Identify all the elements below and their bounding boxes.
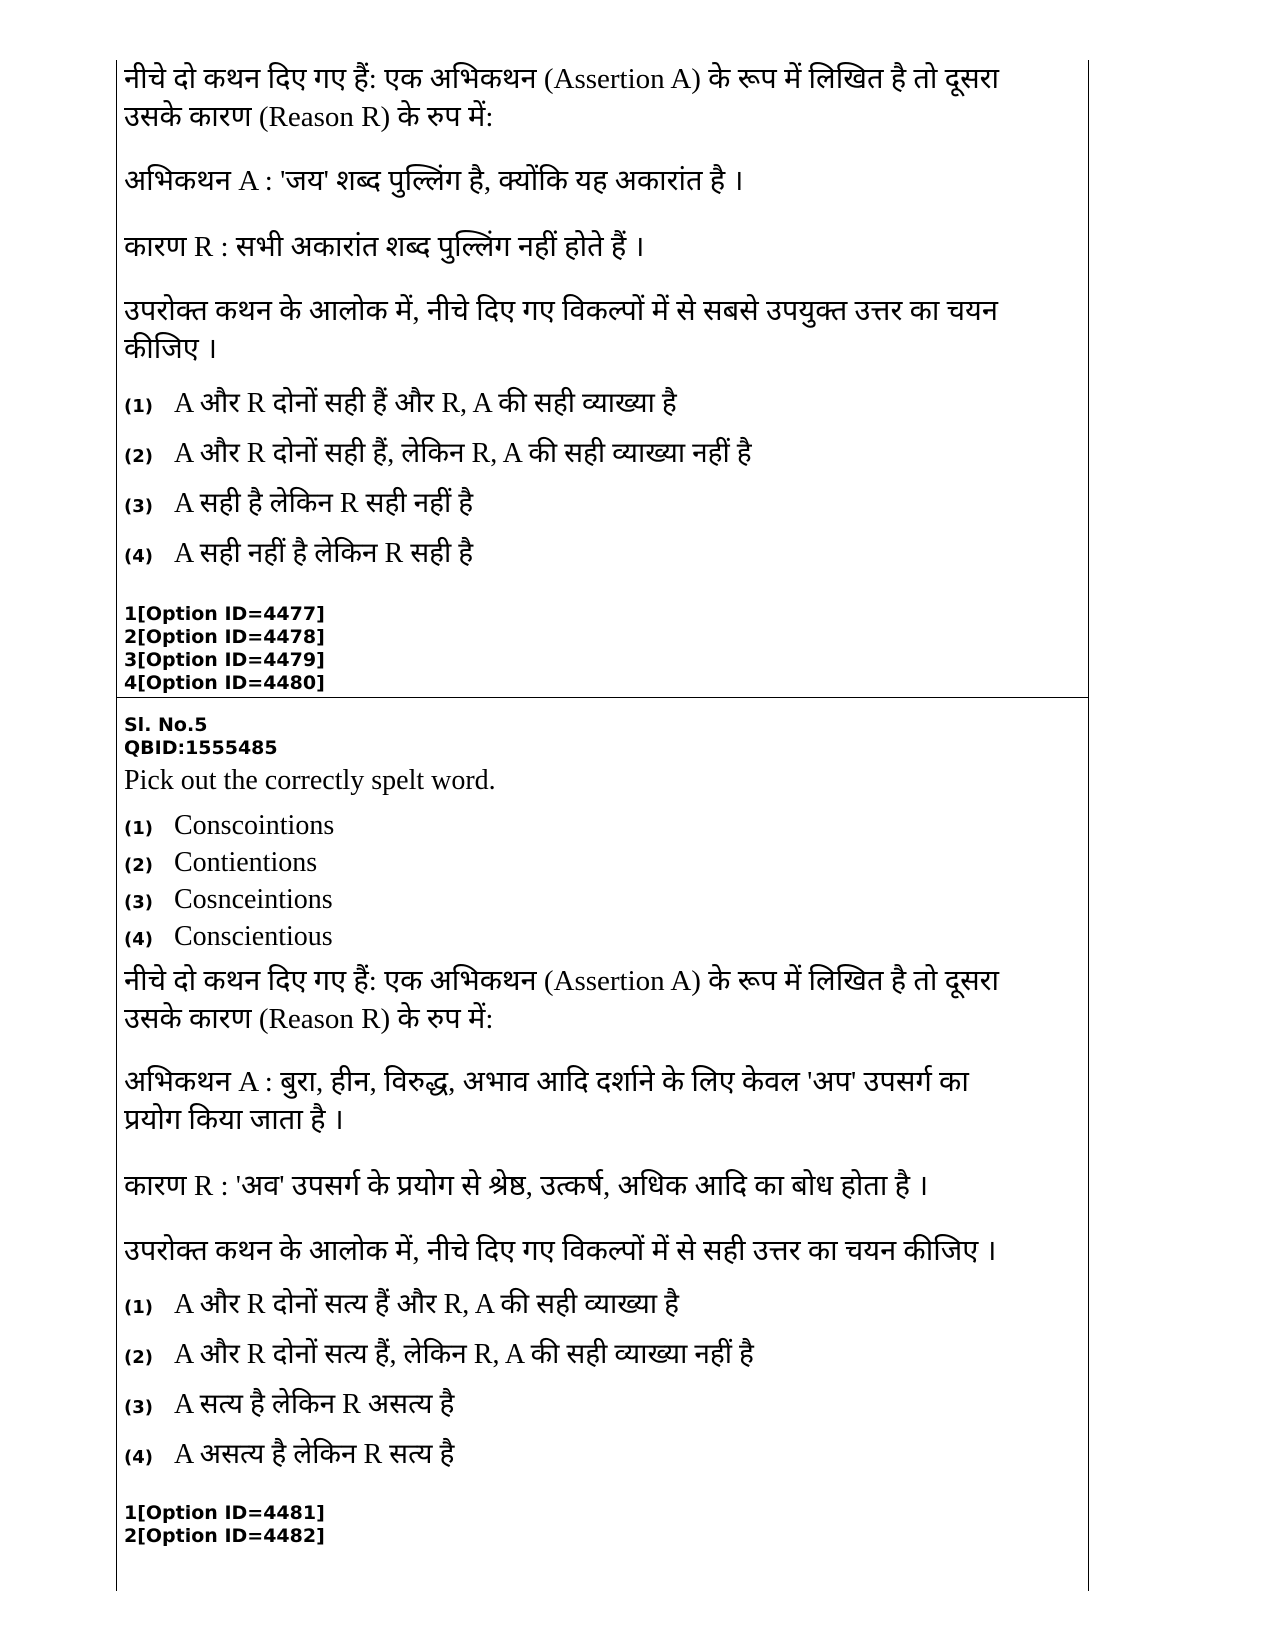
q5-header — [124, 714, 1074, 760]
option-text: A और R दोनों सही हैं, लेकिन R, A की सही व्याख्या नहीं है — [174, 438, 752, 469]
serial-number: Sl. No.5 — [124, 714, 208, 736]
option-text: Conscointions — [174, 810, 335, 841]
q4-option-1 — [124, 383, 1074, 421]
q5-english-option-2 — [124, 847, 1074, 879]
q5-option-2 — [124, 1334, 1074, 1372]
option-number: (2) — [124, 855, 153, 876]
option-number: (2) — [124, 446, 153, 467]
english-question-text: Pick out the correctly spelt word. — [124, 765, 496, 796]
right-border — [1088, 60, 1089, 1591]
q5-assertion-line1: अभिकथन A : बुरा, हीन, विरुद्ध, अभाव आदि दर्शाने के लिए केवल 'अप' उपसर्ग का — [124, 1066, 969, 1098]
q5-option-3 — [124, 1384, 1074, 1422]
option-text: A सही नहीं है लेकिन R सही है — [174, 538, 474, 569]
option-number: (2) — [124, 1347, 153, 1368]
q5-assertion-line2: प्रयोग किया जाता है । — [124, 1104, 344, 1136]
q5-intro-line2: उसके कारण (Reason R) के रुप में: — [124, 1003, 494, 1035]
q5-reason — [124, 1167, 1074, 1205]
q5-english-question — [124, 762, 1074, 800]
option-number: (4) — [124, 1447, 153, 1468]
q5-assertion — [124, 1063, 1074, 1139]
option-text: Conscientious — [174, 921, 333, 952]
option-id: 3[Option ID=4479] — [124, 649, 325, 671]
option-number: (3) — [124, 1397, 153, 1418]
q4-intro — [124, 60, 1074, 136]
option-id: 2[Option ID=4482] — [124, 1525, 325, 1547]
q4-assertion-text: अभिकथन A : 'जय' शब्द पुल्लिंग है, क्योंकि यह अकारांत है । — [124, 165, 744, 197]
option-text: A और R दोनों सही हैं और R, A की सही व्याख्या है — [174, 388, 677, 419]
q5-option-ids — [124, 1502, 1074, 1548]
q5-intro-line1: नीचे दो कथन दिए गए हैं: एक अभिकथन (Assertion A) के रूप में लिखित है तो दूसरा — [124, 965, 1000, 997]
option-number: (3) — [124, 892, 153, 913]
q5-instruction — [124, 1232, 1074, 1270]
q4-intro-line1: नीचे दो कथन दिए गए हैं: एक अभिकथन (Assertion A) के रूप में लिखित है तो दूसरा — [124, 63, 1000, 95]
qbid: QBID:1555485 — [124, 737, 278, 759]
q5-english-option-4 — [124, 921, 1074, 953]
option-number: (3) — [124, 496, 153, 517]
q4-option-ids — [124, 603, 1074, 695]
option-text: Cosnceintions — [174, 884, 333, 915]
option-id: 1[Option ID=4481] — [124, 1502, 325, 1524]
option-text: A सत्य है लेकिन R असत्य है — [174, 1389, 455, 1420]
q5-intro — [124, 962, 1074, 1038]
option-number: (1) — [124, 1297, 153, 1318]
option-number: (4) — [124, 546, 153, 567]
option-id: 4[Option ID=4480] — [124, 672, 325, 694]
q5-english-option-1 — [124, 810, 1074, 842]
left-border — [116, 60, 117, 1591]
q4-option-3 — [124, 483, 1074, 521]
q4-option-2 — [124, 433, 1074, 471]
q4-instruction-line2: कीजिए । — [124, 333, 218, 365]
question-divider — [116, 697, 1089, 698]
q4-reason-text: कारण R : सभी अकारांत शब्द पुल्लिंग नहीं होते हैं । — [124, 231, 645, 263]
q5-english-option-3 — [124, 884, 1074, 916]
option-text: A और R दोनों सत्य हैं, लेकिन R, A की सही व्याख्या नहीं है — [174, 1339, 754, 1370]
option-number: (1) — [124, 396, 153, 417]
q5-instruction-text: उपरोक्त कथन के आलोक में, नीचे दिए गए विकल्पों में से सही उत्तर का चयन कीजिए । — [124, 1235, 997, 1267]
q4-reason — [124, 228, 1074, 266]
option-text: A सही है लेकिन R सही नहीं है — [174, 488, 474, 519]
q5-option-4 — [124, 1434, 1074, 1472]
q4-assertion — [124, 162, 1074, 200]
option-number: (4) — [124, 929, 153, 950]
q5-reason-text: कारण R : 'अव' उपसर्ग के प्रयोग से श्रेष्ठ, उत्कर्ष, अधिक आदि का बोध होता है । — [124, 1170, 929, 1202]
option-id: 2[Option ID=4478] — [124, 626, 325, 648]
q4-instruction-line1: उपरोक्त कथन के आलोक में, नीचे दिए गए विकल्पों में से सबसे उपयुक्त उत्तर का चयन — [124, 295, 998, 327]
q5-option-1 — [124, 1284, 1074, 1322]
option-id: 1[Option ID=4477] — [124, 603, 325, 625]
option-text: A असत्य है लेकिन R सत्य है — [174, 1439, 455, 1470]
option-number: (1) — [124, 818, 153, 839]
q4-instruction — [124, 292, 1074, 368]
q4-intro-line2: उसके कारण (Reason R) के रुप में: — [124, 101, 494, 133]
q4-option-4 — [124, 533, 1074, 571]
option-text: A और R दोनों सत्य हैं और R, A की सही व्याख्या है — [174, 1289, 680, 1320]
option-text: Contientions — [174, 847, 318, 878]
